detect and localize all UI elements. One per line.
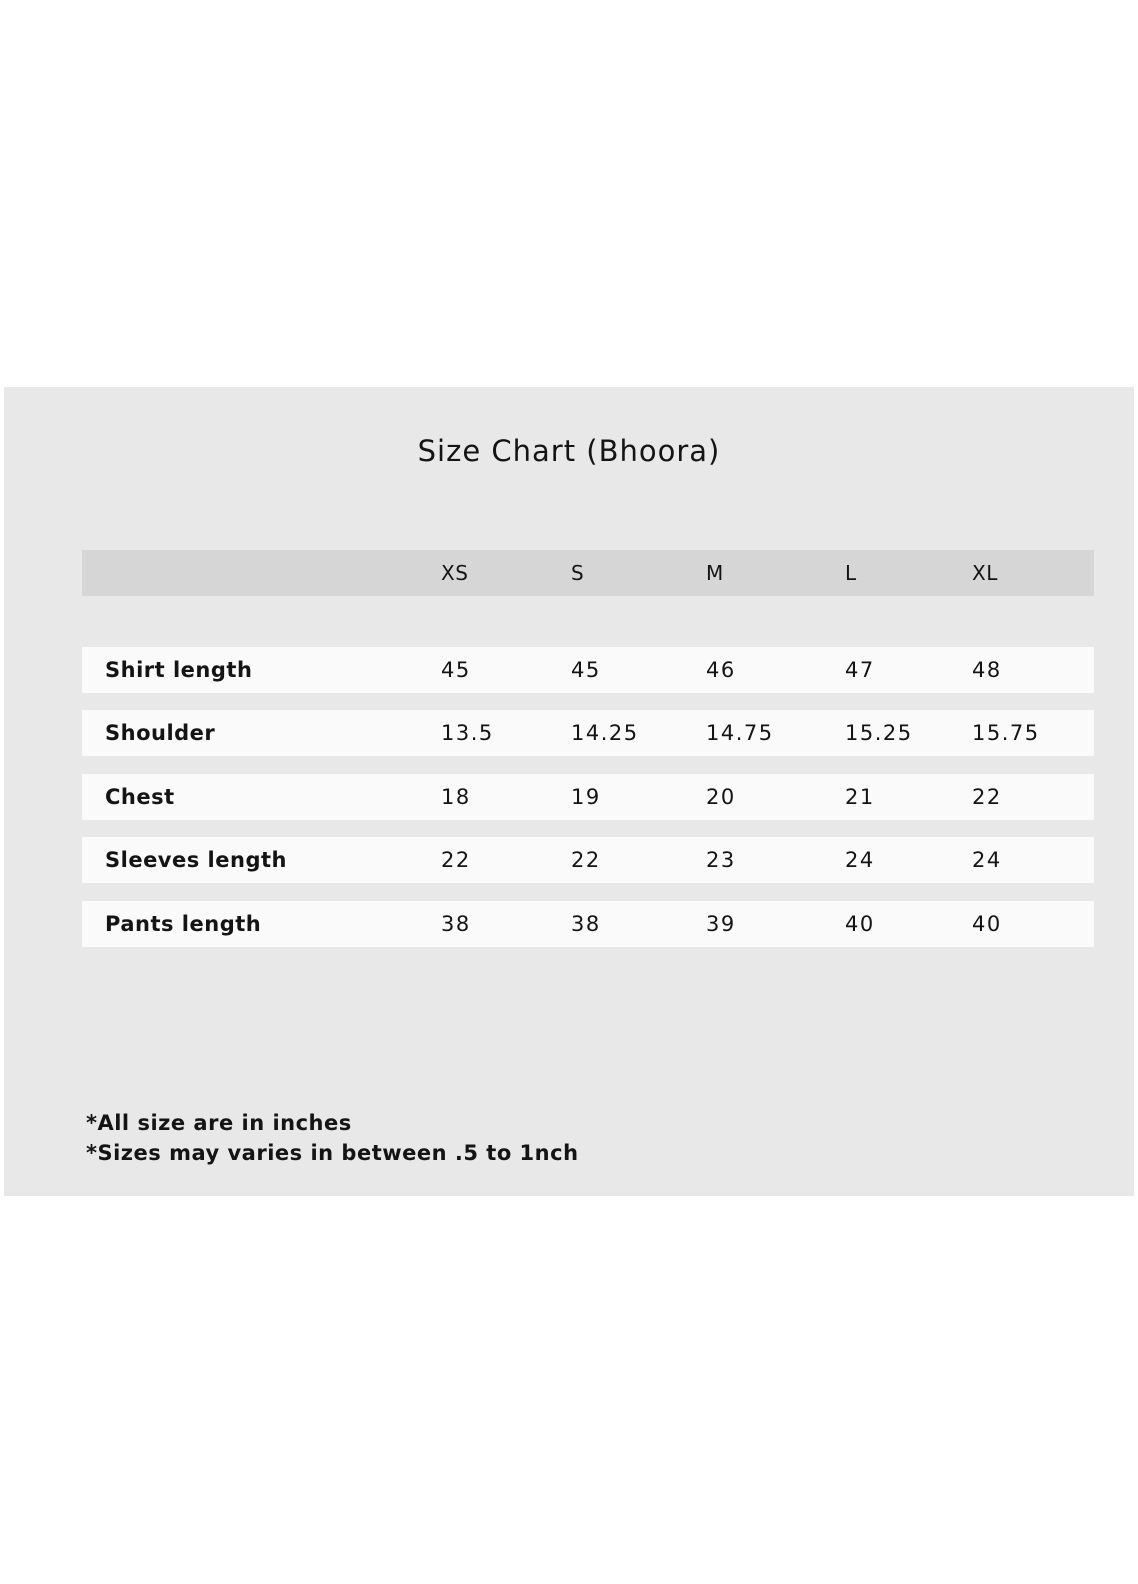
table-cell: 38 bbox=[571, 912, 601, 936]
table-cell: 45 bbox=[441, 658, 471, 682]
table-cell: 40 bbox=[845, 912, 875, 936]
table-cell: 14.25 bbox=[571, 721, 639, 745]
table-row-sleeves-length bbox=[82, 837, 1094, 883]
table-row-shirt-length bbox=[82, 647, 1094, 693]
column-header-m: M bbox=[706, 561, 724, 585]
table-cell: 22 bbox=[972, 785, 1002, 809]
column-header-xl: XL bbox=[972, 561, 998, 585]
table-cell: 18 bbox=[441, 785, 471, 809]
row-label: Pants length bbox=[105, 912, 262, 936]
row-label: Chest bbox=[105, 785, 175, 809]
column-header-s: S bbox=[571, 561, 585, 585]
table-row-shoulder bbox=[82, 710, 1094, 756]
table-cell: 48 bbox=[972, 658, 1002, 682]
table-cell: 47 bbox=[845, 658, 875, 682]
row-label: Sleeves length bbox=[105, 848, 287, 872]
column-header-xs: XS bbox=[441, 561, 469, 585]
footnote-variance: *Sizes may varies in between .5 to 1nch bbox=[86, 1141, 579, 1165]
table-cell: 13.5 bbox=[441, 721, 494, 745]
table-cell: 24 bbox=[845, 848, 875, 872]
size-chart-panel bbox=[4, 387, 1134, 1196]
table-cell: 22 bbox=[441, 848, 471, 872]
table-cell: 19 bbox=[571, 785, 601, 809]
page-title: Size Chart (Bhoora) bbox=[417, 434, 721, 468]
table-cell: 23 bbox=[706, 848, 736, 872]
table-cell: 40 bbox=[972, 912, 1002, 936]
table-row-chest bbox=[82, 774, 1094, 820]
table-cell: 22 bbox=[571, 848, 601, 872]
footnote-units: *All size are in inches bbox=[86, 1111, 352, 1135]
table-cell: 38 bbox=[441, 912, 471, 936]
table-cell: 15.25 bbox=[845, 721, 913, 745]
row-label: Shirt length bbox=[105, 658, 253, 682]
table-cell: 21 bbox=[845, 785, 875, 809]
table-cell: 39 bbox=[706, 912, 736, 936]
table-row-pants-length bbox=[82, 901, 1094, 947]
row-label: Shoulder bbox=[105, 721, 216, 745]
table-cell: 15.75 bbox=[972, 721, 1040, 745]
table-cell: 14.75 bbox=[706, 721, 774, 745]
table-cell: 24 bbox=[972, 848, 1002, 872]
table-cell: 45 bbox=[571, 658, 601, 682]
table-cell: 46 bbox=[706, 658, 736, 682]
footnotes bbox=[86, 1108, 579, 1168]
table-header-row bbox=[82, 550, 1094, 596]
table-cell: 20 bbox=[706, 785, 736, 809]
column-header-l: L bbox=[845, 561, 857, 585]
